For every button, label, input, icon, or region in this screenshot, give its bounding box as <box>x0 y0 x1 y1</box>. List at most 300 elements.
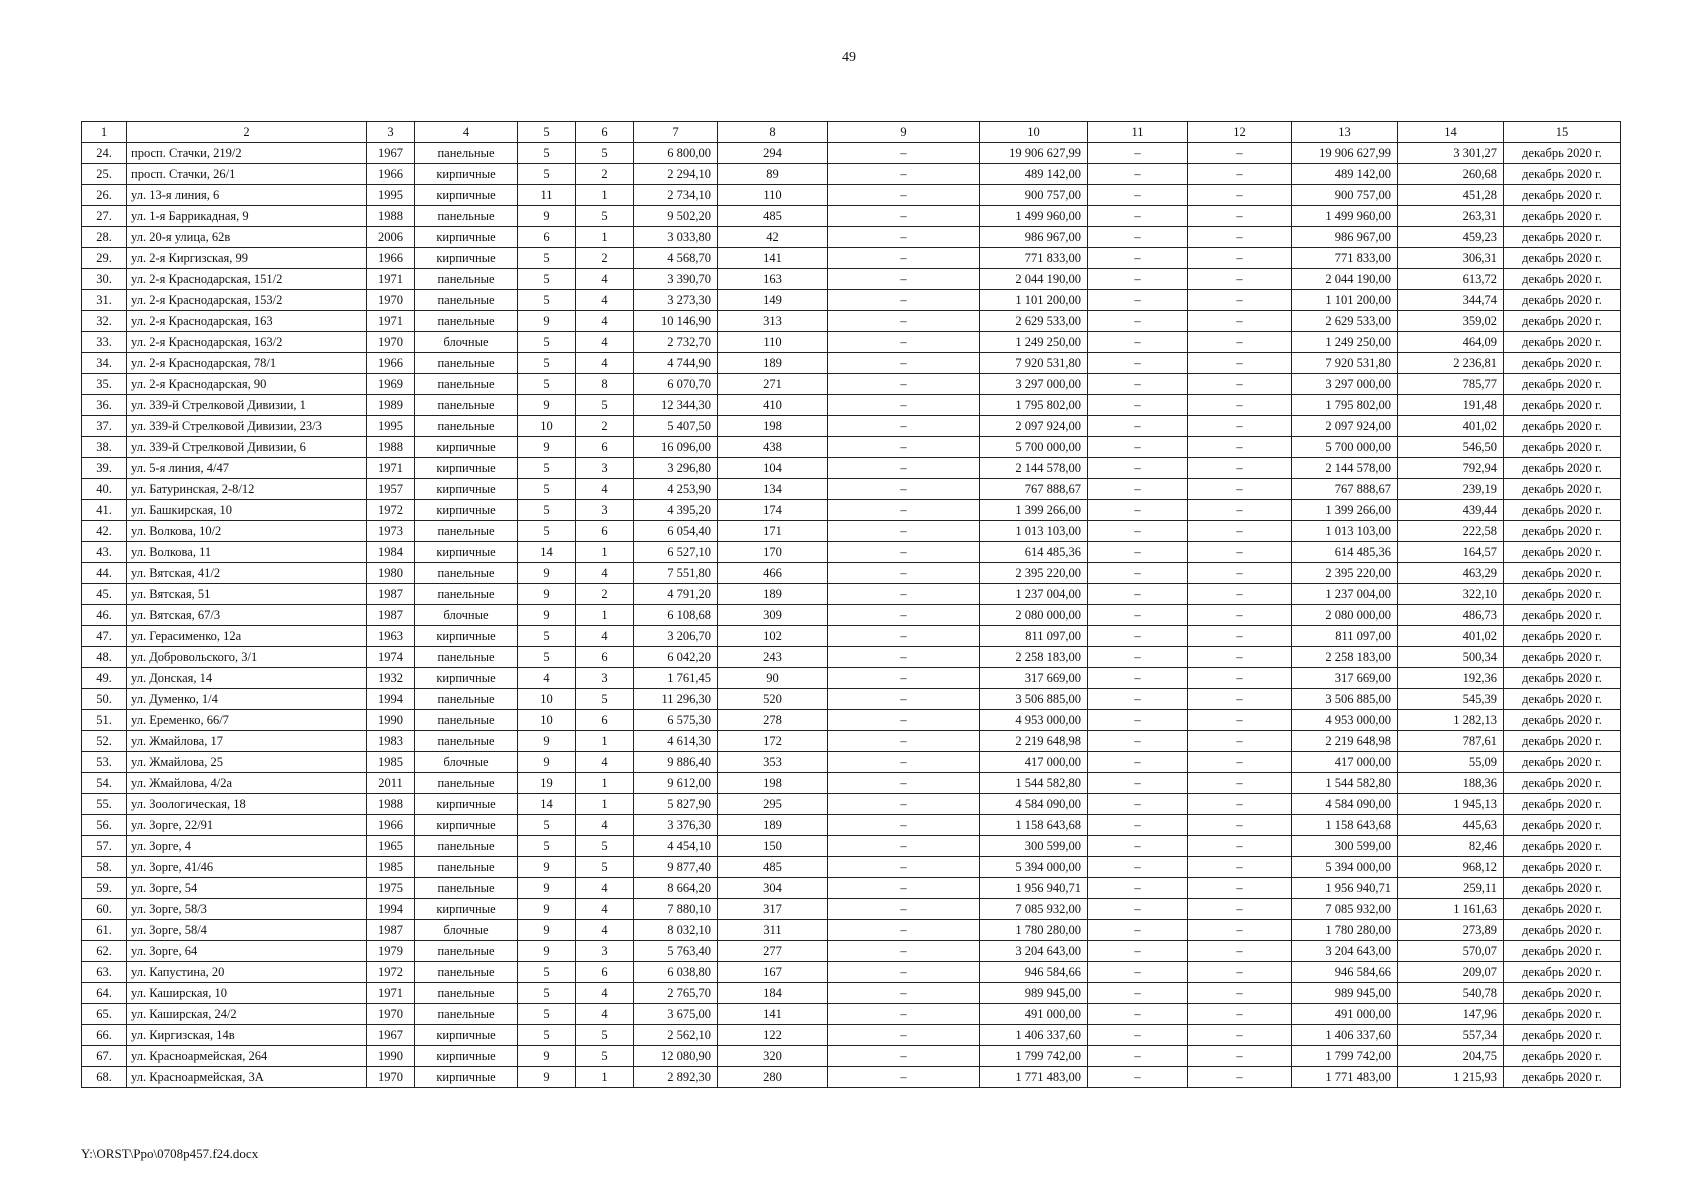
table-cell: 1970 <box>367 1004 415 1025</box>
table-cell: – <box>1088 752 1188 773</box>
table-cell: 3 506 885,00 <box>1292 689 1398 710</box>
table-cell: – <box>828 1025 980 1046</box>
table-cell: 5 <box>518 962 576 983</box>
table-cell: 55. <box>82 794 127 815</box>
table-row <box>82 815 1621 836</box>
table-cell: 3 297 000,00 <box>1292 374 1398 395</box>
table-cell: 1 <box>576 227 634 248</box>
table-cell: 401,02 <box>1398 626 1504 647</box>
table-row <box>82 773 1621 794</box>
table-cell: кирпичные <box>415 164 518 185</box>
table-cell: ул. Волкова, 10/2 <box>127 521 367 542</box>
table-cell: блочные <box>415 605 518 626</box>
table-cell: кирпичные <box>415 458 518 479</box>
table-cell: – <box>828 1067 980 1088</box>
table-cell: 58. <box>82 857 127 878</box>
table-cell: ул. Зорге, 22/91 <box>127 815 367 836</box>
table-cell: 9 <box>518 857 576 878</box>
table-cell: 1973 <box>367 521 415 542</box>
table-cell: – <box>828 899 980 920</box>
table-cell: декабрь 2020 г. <box>1504 731 1621 752</box>
table-cell: 1989 <box>367 395 415 416</box>
table-row <box>82 164 1621 185</box>
table-cell: 1983 <box>367 731 415 752</box>
table-cell: – <box>1088 794 1188 815</box>
table-cell: 2 395 220,00 <box>980 563 1088 584</box>
table-cell: 5 <box>518 332 576 353</box>
table-row <box>82 1004 1621 1025</box>
table-cell: ул. Каширская, 10 <box>127 983 367 1004</box>
table-cell: 986 967,00 <box>1292 227 1398 248</box>
table-cell: – <box>828 941 980 962</box>
table-cell: 4 <box>576 311 634 332</box>
table-cell: панельные <box>415 311 518 332</box>
table-row <box>82 269 1621 290</box>
table-cell: 9 <box>518 878 576 899</box>
table-cell: 1 161,63 <box>1398 899 1504 920</box>
file-path-footer: Y:\ORST\Ppo\0708p457.f24.docx <box>81 1146 259 1161</box>
table-cell: декабрь 2020 г. <box>1504 983 1621 1004</box>
table-cell: ул. 20-я улица, 62в <box>127 227 367 248</box>
table-row <box>82 1046 1621 1067</box>
table-cell: – <box>828 920 980 941</box>
table-cell: ул. Вятская, 41/2 <box>127 563 367 584</box>
table-cell: – <box>1088 962 1188 983</box>
table-cell: панельные <box>415 647 518 668</box>
table-cell: 1957 <box>367 479 415 500</box>
table-cell: – <box>1188 1025 1292 1046</box>
table-row <box>82 185 1621 206</box>
table-cell: – <box>1088 1046 1188 1067</box>
table-cell: – <box>1088 773 1188 794</box>
table-cell: 278 <box>718 710 828 731</box>
table-cell: 45. <box>82 584 127 605</box>
table-cell: 1971 <box>367 311 415 332</box>
table-cell: декабрь 2020 г. <box>1504 164 1621 185</box>
table-cell: 1 406 337,60 <box>1292 1025 1398 1046</box>
table-cell: 1 406 337,60 <box>980 1025 1088 1046</box>
table-cell: ул. Жмайлова, 17 <box>127 731 367 752</box>
table-cell: – <box>1088 353 1188 374</box>
table-cell: – <box>828 752 980 773</box>
table-cell: 5 <box>576 1046 634 1067</box>
table-cell: – <box>828 647 980 668</box>
table-cell: просп. Стачки, 219/2 <box>127 143 367 164</box>
table-cell: 12 344,30 <box>634 395 718 416</box>
table-cell: декабрь 2020 г. <box>1504 437 1621 458</box>
table-header <box>82 122 1621 143</box>
table-cell: 304 <box>718 878 828 899</box>
table-cell: 6 <box>518 227 576 248</box>
table-cell: – <box>1088 374 1188 395</box>
table-cell: – <box>1188 479 1292 500</box>
table-cell: 1987 <box>367 605 415 626</box>
table-cell: – <box>1188 605 1292 626</box>
table-cell: 771 833,00 <box>980 248 1088 269</box>
column-header: 7 <box>634 122 718 143</box>
table-cell: ул. 2-я Краснодарская, 153/2 <box>127 290 367 311</box>
table-cell: – <box>1088 227 1188 248</box>
table-cell: 491 000,00 <box>1292 1004 1398 1025</box>
table-cell: 9 612,00 <box>634 773 718 794</box>
table-cell: 62. <box>82 941 127 962</box>
table-cell: 1 <box>576 794 634 815</box>
table-cell: 82,46 <box>1398 836 1504 857</box>
table-cell: – <box>1088 605 1188 626</box>
table-cell: 191,48 <box>1398 395 1504 416</box>
table-cell: 2 734,10 <box>634 185 718 206</box>
table-cell: 1 799 742,00 <box>1292 1046 1398 1067</box>
table-cell: 5 <box>518 626 576 647</box>
table-cell: 5 <box>518 374 576 395</box>
table-cell: 1 158 643,68 <box>1292 815 1398 836</box>
table-cell: 52. <box>82 731 127 752</box>
table-cell: 295 <box>718 794 828 815</box>
table-cell: – <box>1088 185 1188 206</box>
table-cell: – <box>828 731 980 752</box>
table-cell: ул. 2-я Краснодарская, 163/2 <box>127 332 367 353</box>
table-cell: 184 <box>718 983 828 1004</box>
table-cell: – <box>828 416 980 437</box>
table-cell: 189 <box>718 815 828 836</box>
table-cell: 1 945,13 <box>1398 794 1504 815</box>
table-cell: панельные <box>415 689 518 710</box>
table-row <box>82 899 1621 920</box>
table-body <box>82 143 1621 1088</box>
table-cell: 1 282,13 <box>1398 710 1504 731</box>
table-cell: – <box>1088 290 1188 311</box>
table-cell: 9 <box>518 395 576 416</box>
table-cell: 4 253,90 <box>634 479 718 500</box>
table-cell: 438 <box>718 437 828 458</box>
table-cell: декабрь 2020 г. <box>1504 1004 1621 1025</box>
table-cell: 35. <box>82 374 127 395</box>
table-cell: 546,50 <box>1398 437 1504 458</box>
table-cell: 439,44 <box>1398 500 1504 521</box>
table-cell: декабрь 2020 г. <box>1504 752 1621 773</box>
table-cell: 243 <box>718 647 828 668</box>
table-cell: 811 097,00 <box>1292 626 1398 647</box>
table-cell: декабрь 2020 г. <box>1504 542 1621 563</box>
table-cell: 445,63 <box>1398 815 1504 836</box>
table-cell: 5 <box>518 269 576 290</box>
table-cell: 5 <box>518 521 576 542</box>
table-cell: 1 771 483,00 <box>980 1067 1088 1088</box>
table-cell: – <box>1088 563 1188 584</box>
table-cell: 900 757,00 <box>980 185 1088 206</box>
table-cell: 313 <box>718 311 828 332</box>
table-cell: 8 <box>576 374 634 395</box>
table-cell: ул. Зорге, 4 <box>127 836 367 857</box>
table-cell: 32. <box>82 311 127 332</box>
table-cell: 1979 <box>367 941 415 962</box>
table-cell: 5 407,50 <box>634 416 718 437</box>
table-cell: 33. <box>82 332 127 353</box>
table-cell: 1 249 250,00 <box>980 332 1088 353</box>
table-cell: 9 <box>518 731 576 752</box>
table-row <box>82 353 1621 374</box>
table-cell: 9 <box>518 437 576 458</box>
table-cell: 5 394 000,00 <box>980 857 1088 878</box>
column-header: 9 <box>828 122 980 143</box>
table-cell: – <box>828 983 980 1004</box>
table-cell: 55,09 <box>1398 752 1504 773</box>
column-header: 1 <box>82 122 127 143</box>
table-cell: 5 <box>576 857 634 878</box>
table-cell: – <box>828 479 980 500</box>
table-cell: 7 920 531,80 <box>980 353 1088 374</box>
table-cell: ул. 2-я Киргизская, 99 <box>127 248 367 269</box>
table-cell: 1967 <box>367 143 415 164</box>
table-cell: 2 097 924,00 <box>1292 416 1398 437</box>
table-cell: панельные <box>415 584 518 605</box>
table-cell: 9 502,20 <box>634 206 718 227</box>
table-cell: 1988 <box>367 206 415 227</box>
table-cell: 900 757,00 <box>1292 185 1398 206</box>
table-cell: ул. Зорге, 58/4 <box>127 920 367 941</box>
table-container <box>81 121 1621 1088</box>
table-cell: декабрь 2020 г. <box>1504 605 1621 626</box>
table-cell: 500,34 <box>1398 647 1504 668</box>
table-cell: 463,29 <box>1398 563 1504 584</box>
table-cell: – <box>1188 983 1292 1004</box>
table-cell: 280 <box>718 1067 828 1088</box>
table-cell: кирпичные <box>415 1025 518 1046</box>
table-cell: 4 791,20 <box>634 584 718 605</box>
table-cell: 6 108,68 <box>634 605 718 626</box>
table-cell: 277 <box>718 941 828 962</box>
table-cell: 1966 <box>367 164 415 185</box>
table-cell: 771 833,00 <box>1292 248 1398 269</box>
table-cell: – <box>1188 248 1292 269</box>
table-cell: панельные <box>415 143 518 164</box>
table-cell: 1966 <box>367 353 415 374</box>
table-cell: 48. <box>82 647 127 668</box>
table-cell: 1 013 103,00 <box>980 521 1088 542</box>
table-cell: 1 771 483,00 <box>1292 1067 1398 1088</box>
table-cell: панельные <box>415 1004 518 1025</box>
table-cell: 63. <box>82 962 127 983</box>
table-cell: ул. Вятская, 51 <box>127 584 367 605</box>
table-cell: – <box>1188 458 1292 479</box>
table-cell: панельные <box>415 710 518 731</box>
table-cell: 1970 <box>367 290 415 311</box>
table-cell: – <box>1088 878 1188 899</box>
table-cell: 1970 <box>367 332 415 353</box>
table-cell: – <box>1188 500 1292 521</box>
table-cell: ул. Герасименко, 12а <box>127 626 367 647</box>
table-cell: 43. <box>82 542 127 563</box>
table-cell: 946 584,66 <box>980 962 1088 983</box>
table-cell: декабрь 2020 г. <box>1504 584 1621 605</box>
table-cell: – <box>1188 164 1292 185</box>
table-cell: 989 945,00 <box>980 983 1088 1004</box>
table-cell: 451,28 <box>1398 185 1504 206</box>
table-row <box>82 1025 1621 1046</box>
table-cell: – <box>828 689 980 710</box>
table-cell: 9 <box>518 605 576 626</box>
table-cell: 40. <box>82 479 127 500</box>
table-cell: 1966 <box>367 248 415 269</box>
table-cell: 3 <box>576 500 634 521</box>
table-cell: 1 399 266,00 <box>1292 500 1398 521</box>
table-cell: – <box>1088 206 1188 227</box>
table-cell: 61. <box>82 920 127 941</box>
table-cell: ул. 13-я линия, 6 <box>127 185 367 206</box>
table-cell: панельные <box>415 521 518 542</box>
table-cell: 6 038,80 <box>634 962 718 983</box>
table-row <box>82 437 1621 458</box>
table-cell: 811 097,00 <box>980 626 1088 647</box>
table-cell: ул. 2-я Краснодарская, 78/1 <box>127 353 367 374</box>
table-cell: – <box>828 374 980 395</box>
table-cell: 614 485,36 <box>980 542 1088 563</box>
table-cell: 1 <box>576 185 634 206</box>
table-cell: – <box>1188 563 1292 584</box>
table-cell: – <box>1188 1004 1292 1025</box>
table-cell: 2 044 190,00 <box>980 269 1088 290</box>
table-cell: – <box>1088 1067 1188 1088</box>
table-cell: – <box>1188 311 1292 332</box>
table-cell: – <box>1088 416 1188 437</box>
table-cell: 59. <box>82 878 127 899</box>
table-cell: декабрь 2020 г. <box>1504 374 1621 395</box>
table-cell: 767 888,67 <box>980 479 1088 500</box>
table-cell: 170 <box>718 542 828 563</box>
table-cell: 167 <box>718 962 828 983</box>
table-cell: ул. Зорге, 41/46 <box>127 857 367 878</box>
table-cell: ул. Зорге, 64 <box>127 941 367 962</box>
table-cell: 4 <box>518 668 576 689</box>
table-cell: – <box>1188 1067 1292 1088</box>
table-cell: 4 <box>576 269 634 290</box>
table-cell: – <box>1088 143 1188 164</box>
table-cell: 986 967,00 <box>980 227 1088 248</box>
table-cell: 10 146,90 <box>634 311 718 332</box>
table-cell: – <box>1088 458 1188 479</box>
table-cell: панельные <box>415 941 518 962</box>
table-cell: – <box>828 563 980 584</box>
table-cell: декабрь 2020 г. <box>1504 311 1621 332</box>
table-cell: 1 544 582,80 <box>980 773 1088 794</box>
table-cell: 5 <box>518 290 576 311</box>
table-cell: 1 215,93 <box>1398 1067 1504 1088</box>
table-cell: 2 258 183,00 <box>980 647 1088 668</box>
table-cell: 4 614,30 <box>634 731 718 752</box>
table-cell: 485 <box>718 206 828 227</box>
table-cell: 1985 <box>367 857 415 878</box>
table-cell: – <box>1188 962 1292 983</box>
table-cell: 1971 <box>367 458 415 479</box>
table-cell: панельные <box>415 416 518 437</box>
table-cell: 7 920 531,80 <box>1292 353 1398 374</box>
table-cell: 792,94 <box>1398 458 1504 479</box>
table-cell: ул. Зоологическая, 18 <box>127 794 367 815</box>
table-cell: 3 204 643,00 <box>1292 941 1398 962</box>
table-cell: 5 <box>518 1004 576 1025</box>
table-cell: 19 906 627,99 <box>1292 143 1398 164</box>
table-cell: 163 <box>718 269 828 290</box>
table-cell: 4 <box>576 332 634 353</box>
table-cell: 5 <box>518 248 576 269</box>
table-cell: – <box>828 836 980 857</box>
table-cell: 7 085 932,00 <box>980 899 1088 920</box>
table-cell: 4 953 000,00 <box>980 710 1088 731</box>
table-cell: – <box>1088 542 1188 563</box>
table-cell: 2011 <box>367 773 415 794</box>
table-cell: 44. <box>82 563 127 584</box>
table-cell: 1 544 582,80 <box>1292 773 1398 794</box>
table-cell: – <box>1188 584 1292 605</box>
table-cell: ул. Донская, 14 <box>127 668 367 689</box>
table-cell: 1987 <box>367 920 415 941</box>
table-cell: 204,75 <box>1398 1046 1504 1067</box>
table-cell: – <box>828 962 980 983</box>
table-cell: – <box>1188 185 1292 206</box>
table-row <box>82 563 1621 584</box>
table-cell: – <box>1188 647 1292 668</box>
table-cell: – <box>1088 710 1188 731</box>
table-row <box>82 689 1621 710</box>
table-cell: 4 <box>576 815 634 836</box>
table-cell: 3 296,80 <box>634 458 718 479</box>
table-row <box>82 920 1621 941</box>
table-row <box>82 395 1621 416</box>
table-cell: 189 <box>718 584 828 605</box>
table-cell: 300 599,00 <box>1292 836 1398 857</box>
table-cell: декабрь 2020 г. <box>1504 332 1621 353</box>
table-cell: 9 <box>518 1067 576 1088</box>
table-cell: 1 799 742,00 <box>980 1046 1088 1067</box>
column-header: 6 <box>576 122 634 143</box>
table-cell: 2 294,10 <box>634 164 718 185</box>
table-cell: 3 675,00 <box>634 1004 718 1025</box>
table-cell: 1988 <box>367 794 415 815</box>
table-row <box>82 626 1621 647</box>
table-cell: – <box>1188 878 1292 899</box>
table-cell: 3 506 885,00 <box>980 689 1088 710</box>
table-cell: 4 744,90 <box>634 353 718 374</box>
table-cell: – <box>1088 311 1188 332</box>
table-cell: – <box>1188 395 1292 416</box>
table-cell: 459,23 <box>1398 227 1504 248</box>
table-cell: 417 000,00 <box>980 752 1088 773</box>
table-cell: 1990 <box>367 1046 415 1067</box>
table-cell: – <box>1188 794 1292 815</box>
table-cell: – <box>1188 689 1292 710</box>
table-cell: – <box>828 521 980 542</box>
table-cell: 557,34 <box>1398 1025 1504 1046</box>
table-cell: – <box>828 437 980 458</box>
table-cell: 2 <box>576 248 634 269</box>
table-cell: 5 <box>518 1025 576 1046</box>
table-row <box>82 332 1621 353</box>
table-cell: 198 <box>718 773 828 794</box>
table-cell: – <box>828 1004 980 1025</box>
column-header: 2 <box>127 122 367 143</box>
table-cell: 6 054,40 <box>634 521 718 542</box>
column-header: 10 <box>980 122 1088 143</box>
table-cell: 60. <box>82 899 127 920</box>
table-cell: 1 761,45 <box>634 668 718 689</box>
table-cell: 29. <box>82 248 127 269</box>
table-cell: декабрь 2020 г. <box>1504 185 1621 206</box>
table-cell: ул. Волкова, 11 <box>127 542 367 563</box>
table-cell: – <box>828 878 980 899</box>
table-cell: 30. <box>82 269 127 290</box>
table-cell: 5 <box>518 143 576 164</box>
table-cell: 3 204 643,00 <box>980 941 1088 962</box>
